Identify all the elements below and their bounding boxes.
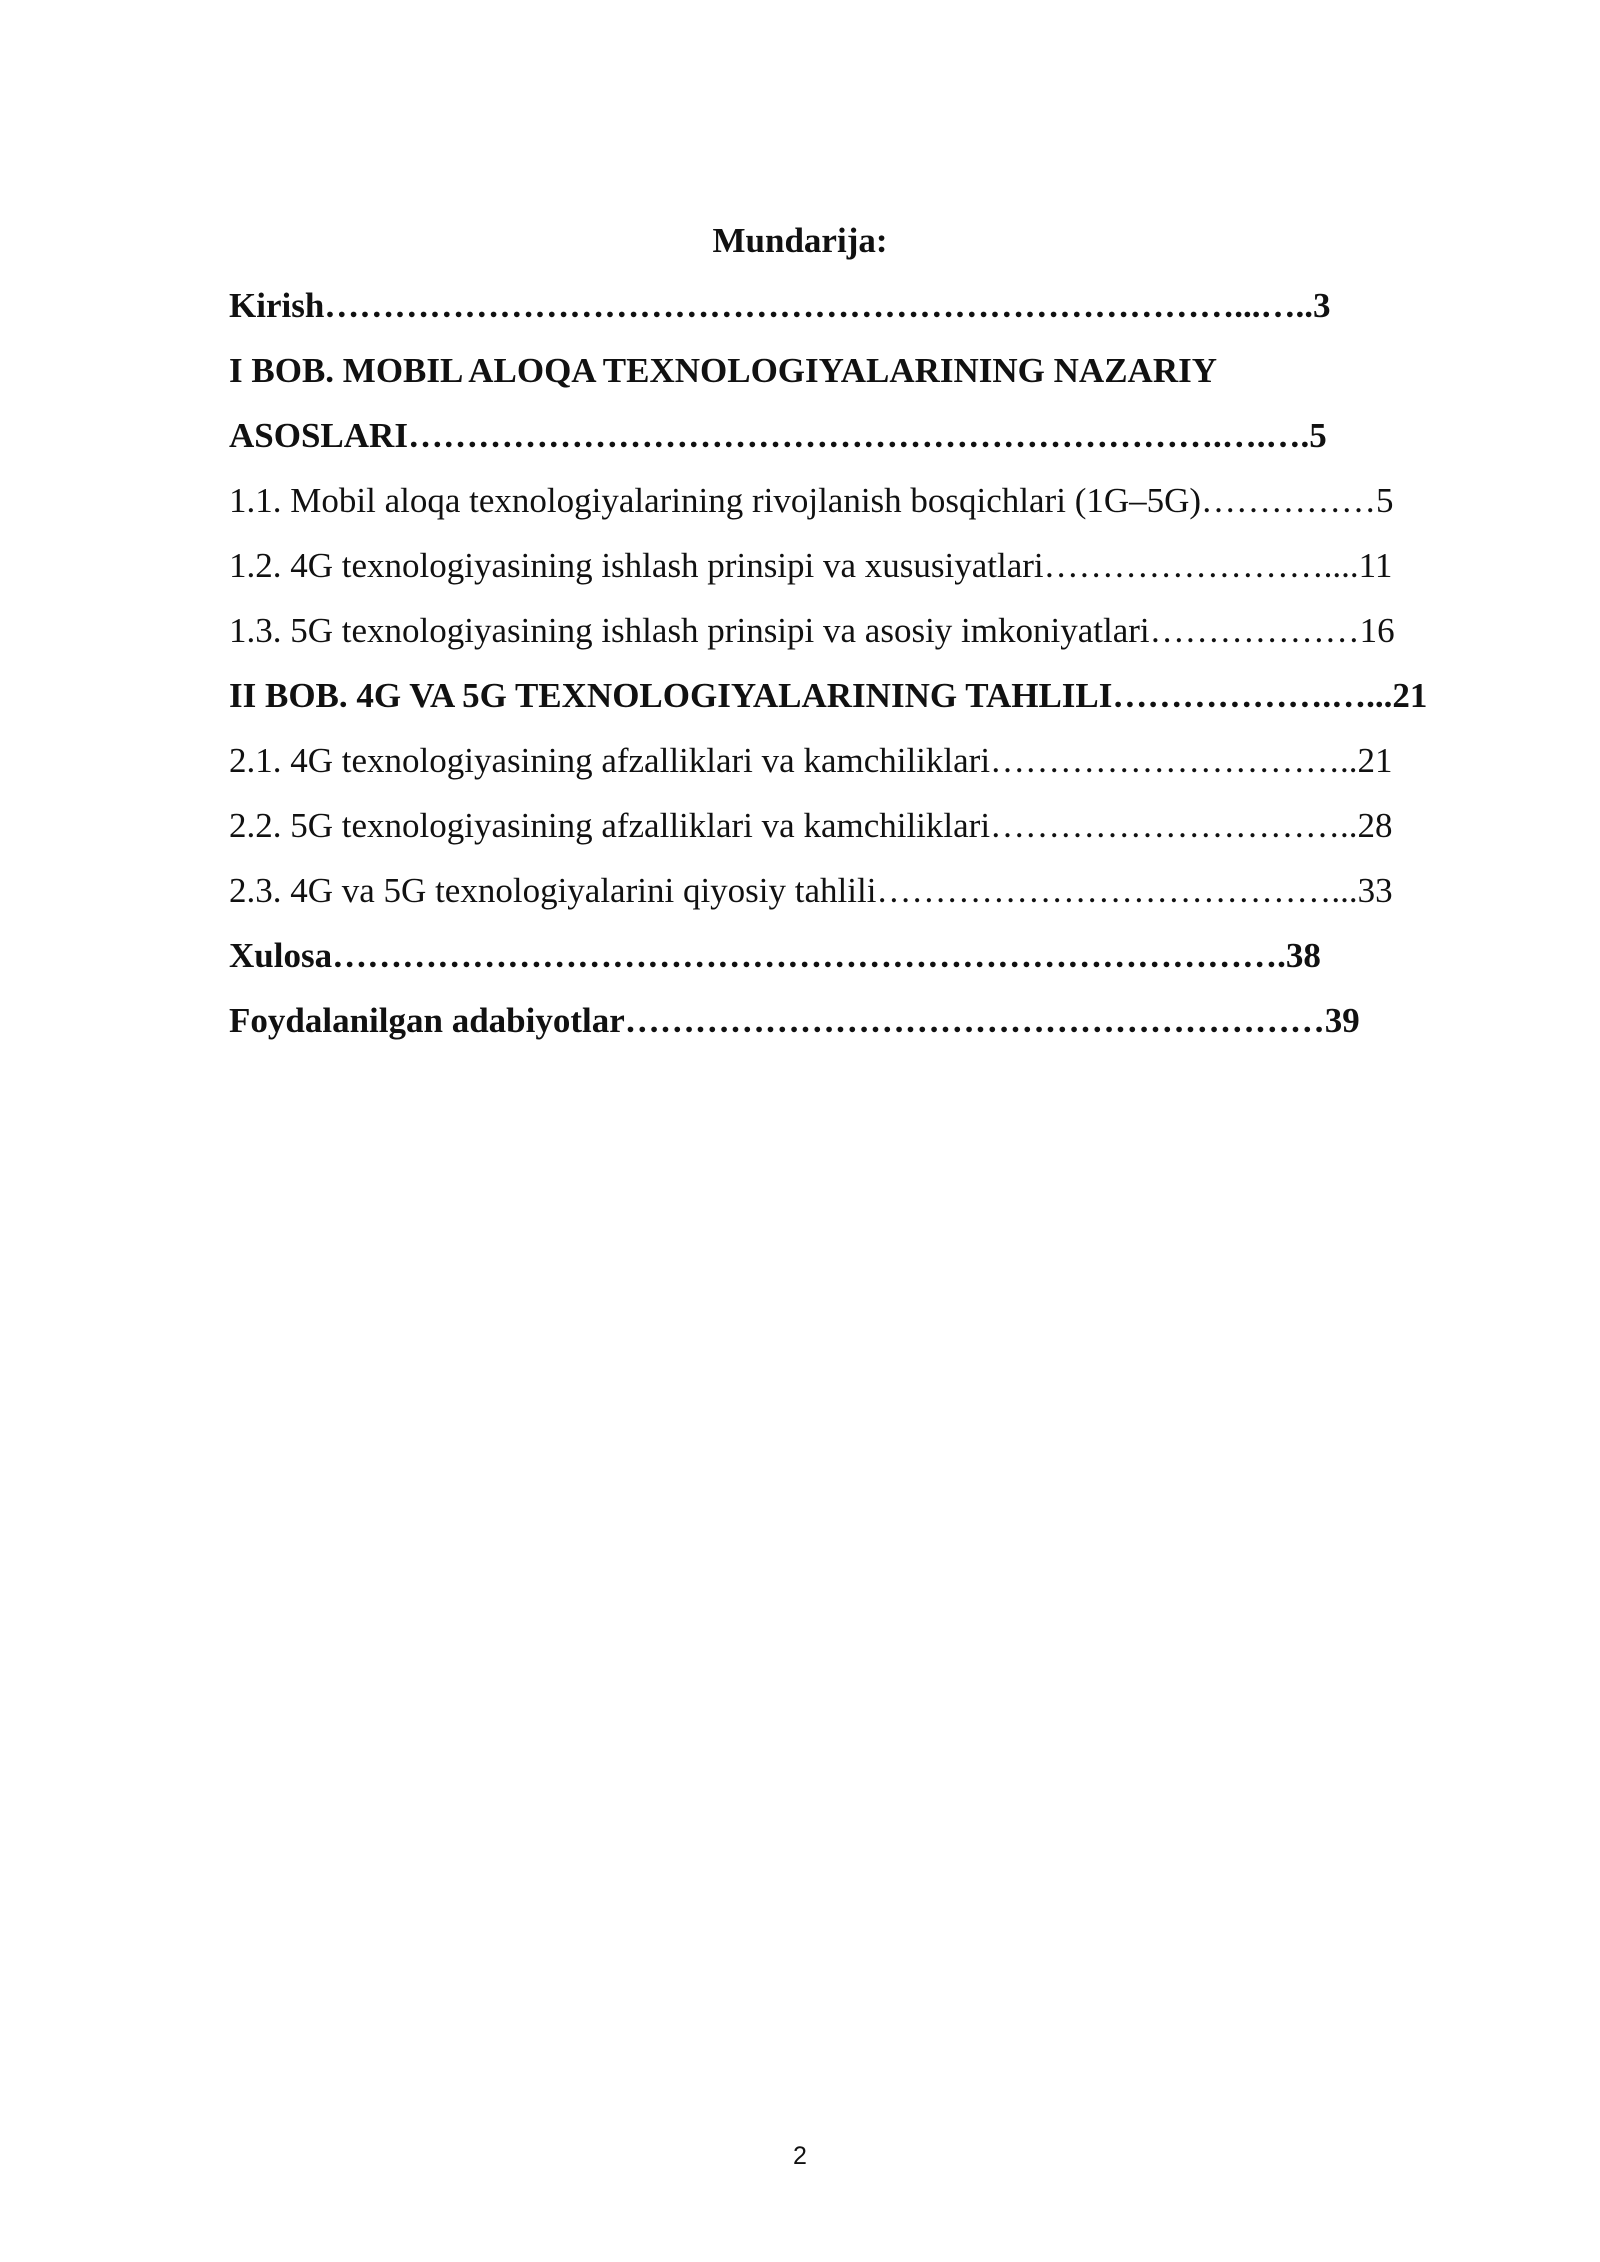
- toc-item-2-3: 2.3. 4G va 5G texnologiyalarini qiyosiy tahlili…………………………………...33: [229, 871, 1393, 910]
- toc-item-1-2: 1.2. 4G texnologiyasining ishlash prinsipi va xususiyatlari……………………....11: [229, 546, 1393, 585]
- toc-item-2-1: 2.1. 4G texnologiyasining afzalliklari va kamchiliklari…………………………..21: [229, 741, 1393, 780]
- page-number: 2: [793, 2142, 807, 2170]
- toc-chapter-1-title-line-2: ASOSLARI…………………………………………………………….….….5: [229, 416, 1327, 455]
- toc-item-kirish: Kirish……………………………………………………………………...…..3: [229, 286, 1331, 325]
- toc-item-2-2: 2.2. 5G texnologiyasining afzalliklari va kamchiliklari…………………………..28: [229, 806, 1393, 845]
- table-of-contents: [229, 281, 1487, 1061]
- toc-item-1-1: 1.1. Mobil aloqa texnologiyalarining rivojlanish bosqichlari (1G–5G)……………5: [229, 481, 1394, 520]
- toc-item-xulosa: Xulosa……………………………………………………………………….38: [229, 936, 1321, 975]
- toc-item-1-3: 1.3. 5G texnologiyasining ishlash prinsipi va asosiy imkoniyatlari………………16: [229, 611, 1395, 650]
- toc-chapter-2: II BOB. 4G VA 5G TEXNOLOGIYALARINING TAHLILI……………….…...21: [229, 676, 1428, 715]
- toc-chapter-1-title-line-1: I BOB. MOBIL ALOQA TEXNOLOGIYALARINING NAZARIY: [229, 351, 1217, 390]
- toc-title: Mundarija:: [712, 221, 888, 260]
- toc-item-references: Foydalanilgan adabiyotlar……………………………………………………39: [229, 1001, 1360, 1040]
